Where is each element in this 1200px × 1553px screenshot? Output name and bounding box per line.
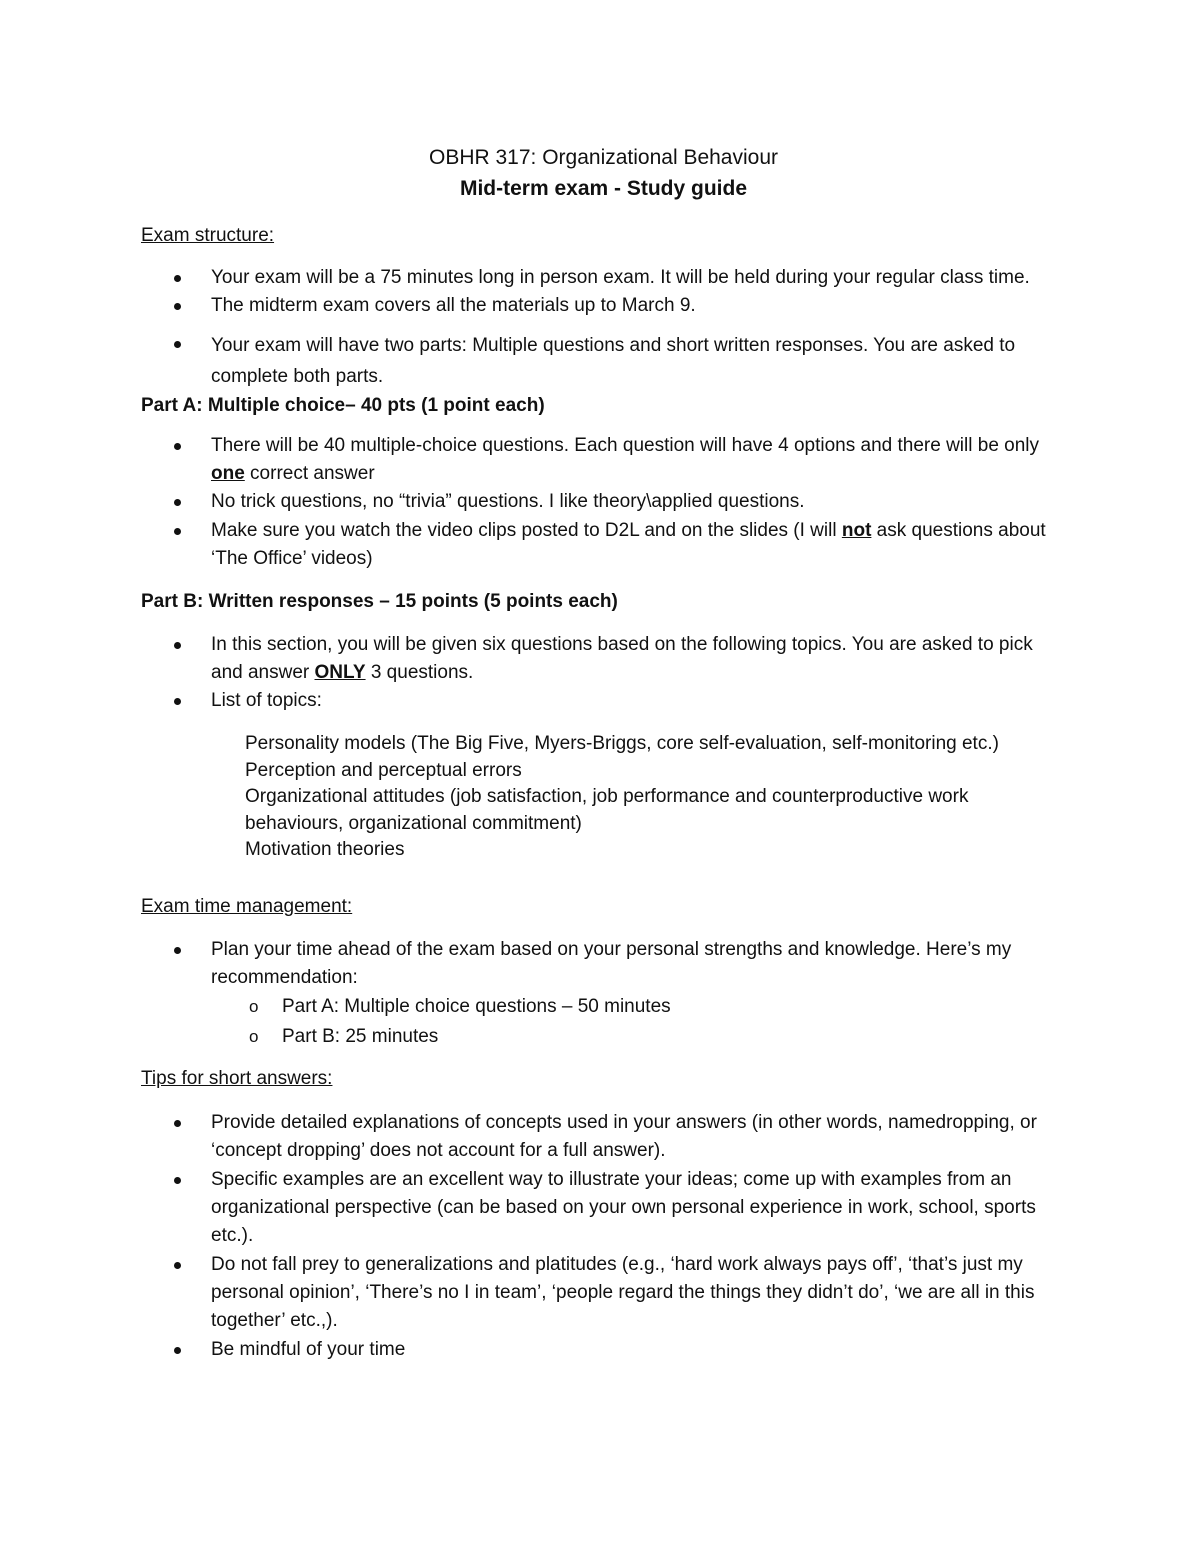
- list-item: [141, 936, 1066, 1051]
- exam-structure-list: [141, 264, 1066, 392]
- time-management-list: [141, 936, 1066, 1051]
- list-item-text: Plan your time ahead of the exam based on your personal strengths and knowledge. Here’s my recommendation:: [211, 938, 1012, 988]
- list-item-text: correct answer: [244, 463, 375, 484]
- list-item-text: only: [1004, 435, 1040, 456]
- list-item-text: Make sure you watch the video clips posted to D2L and on the slides (I will: [211, 520, 842, 541]
- part-a-heading: Part A: Multiple choice– 40 pts (1 point each): [141, 395, 545, 416]
- list-item-text: 3 questions.: [365, 662, 474, 683]
- emphasis-text: one: [211, 463, 245, 484]
- list-item: Your exam will be a 75 minutes long in person exam. It will be held during your regular class time.: [141, 264, 1066, 292]
- time-management-heading: Exam time management:: [141, 895, 353, 917]
- emphasis-text: ONLY: [314, 662, 366, 683]
- list-item: [141, 517, 1066, 573]
- list-item: List of topics:: [141, 687, 1066, 715]
- exam-structure-heading: Exam structure:: [141, 225, 275, 246]
- part-b-heading: Part B: Written responses – 15 points (5 points each): [141, 591, 618, 612]
- document-title: OBHR 317: Organizational Behaviour: [428, 146, 779, 169]
- emphasis-text: not: [841, 520, 872, 541]
- list-item: The midterm exam covers all the materials up to March 9.: [141, 292, 1066, 320]
- topics-list: [141, 731, 1066, 864]
- part-b-list: [141, 631, 1066, 715]
- topic-item: Perception and perceptual errors: [245, 759, 522, 781]
- sub-list-item: o Part A: Multiple choice questions – 50 minutes: [211, 993, 1066, 1021]
- tips-heading: Tips for short answers:: [141, 1067, 333, 1089]
- list-item-text: There will be 40 multiple-choice questions. Each question will have 4 options and there will be: [211, 435, 999, 456]
- list-item: Be mindful of your time: [141, 1336, 1066, 1364]
- list-item-text: ask questions about ‘The Office’ videos): [211, 520, 1046, 569]
- list-item: Your exam will have two parts: Multiple questions and short written responses. You are asked to complete both parts.: [141, 330, 1066, 392]
- list-item: Specific examples are an excellent way to illustrate your ideas; come up with examples from an organizational perspective (can be based on your own personal experience in work, school, sports etc.).: [141, 1166, 1066, 1250]
- time-management-sublist: [211, 993, 1066, 1051]
- list-item: Do not fall prey to generalizations and platitudes (e.g., ‘hard work always pays off’, ‘that’s just my personal opinion’, ‘There’s no I in team’, ‘people regard the things they didn’t do’, ‘we are all in this together’ etc.,).: [141, 1251, 1066, 1335]
- topic-item: Personality models (The Big Five, Myers-Briggs, core self-evaluation, self-monitoring etc.): [245, 733, 999, 754]
- sub-list-item: o Part B: 25 minutes: [211, 1023, 1066, 1051]
- document-subtitle: Mid-term exam - Study guide: [459, 177, 748, 200]
- list-item: [141, 432, 1066, 488]
- part-a-list: [141, 432, 1066, 573]
- topic-item: Motivation theories: [245, 839, 405, 860]
- topic-item: Organizational attitudes (job satisfaction, job performance and counterproductive work behaviours, organizational commitment): [245, 786, 969, 834]
- list-item: Provide detailed explanations of concepts used in your answers (in other words, namedropping, or ‘concept dropping’ does not account for a full answer).: [141, 1109, 1066, 1165]
- document-body: [141, 143, 1066, 1364]
- list-item: [141, 631, 1066, 687]
- list-item-text: In this section, you will be given six questions based on the following topics. You are asked to pick and answer: [211, 634, 1033, 683]
- list-item: No trick questions, no “trivia” questions. I like theory\applied questions.: [141, 488, 1066, 516]
- tips-list: [141, 1109, 1066, 1364]
